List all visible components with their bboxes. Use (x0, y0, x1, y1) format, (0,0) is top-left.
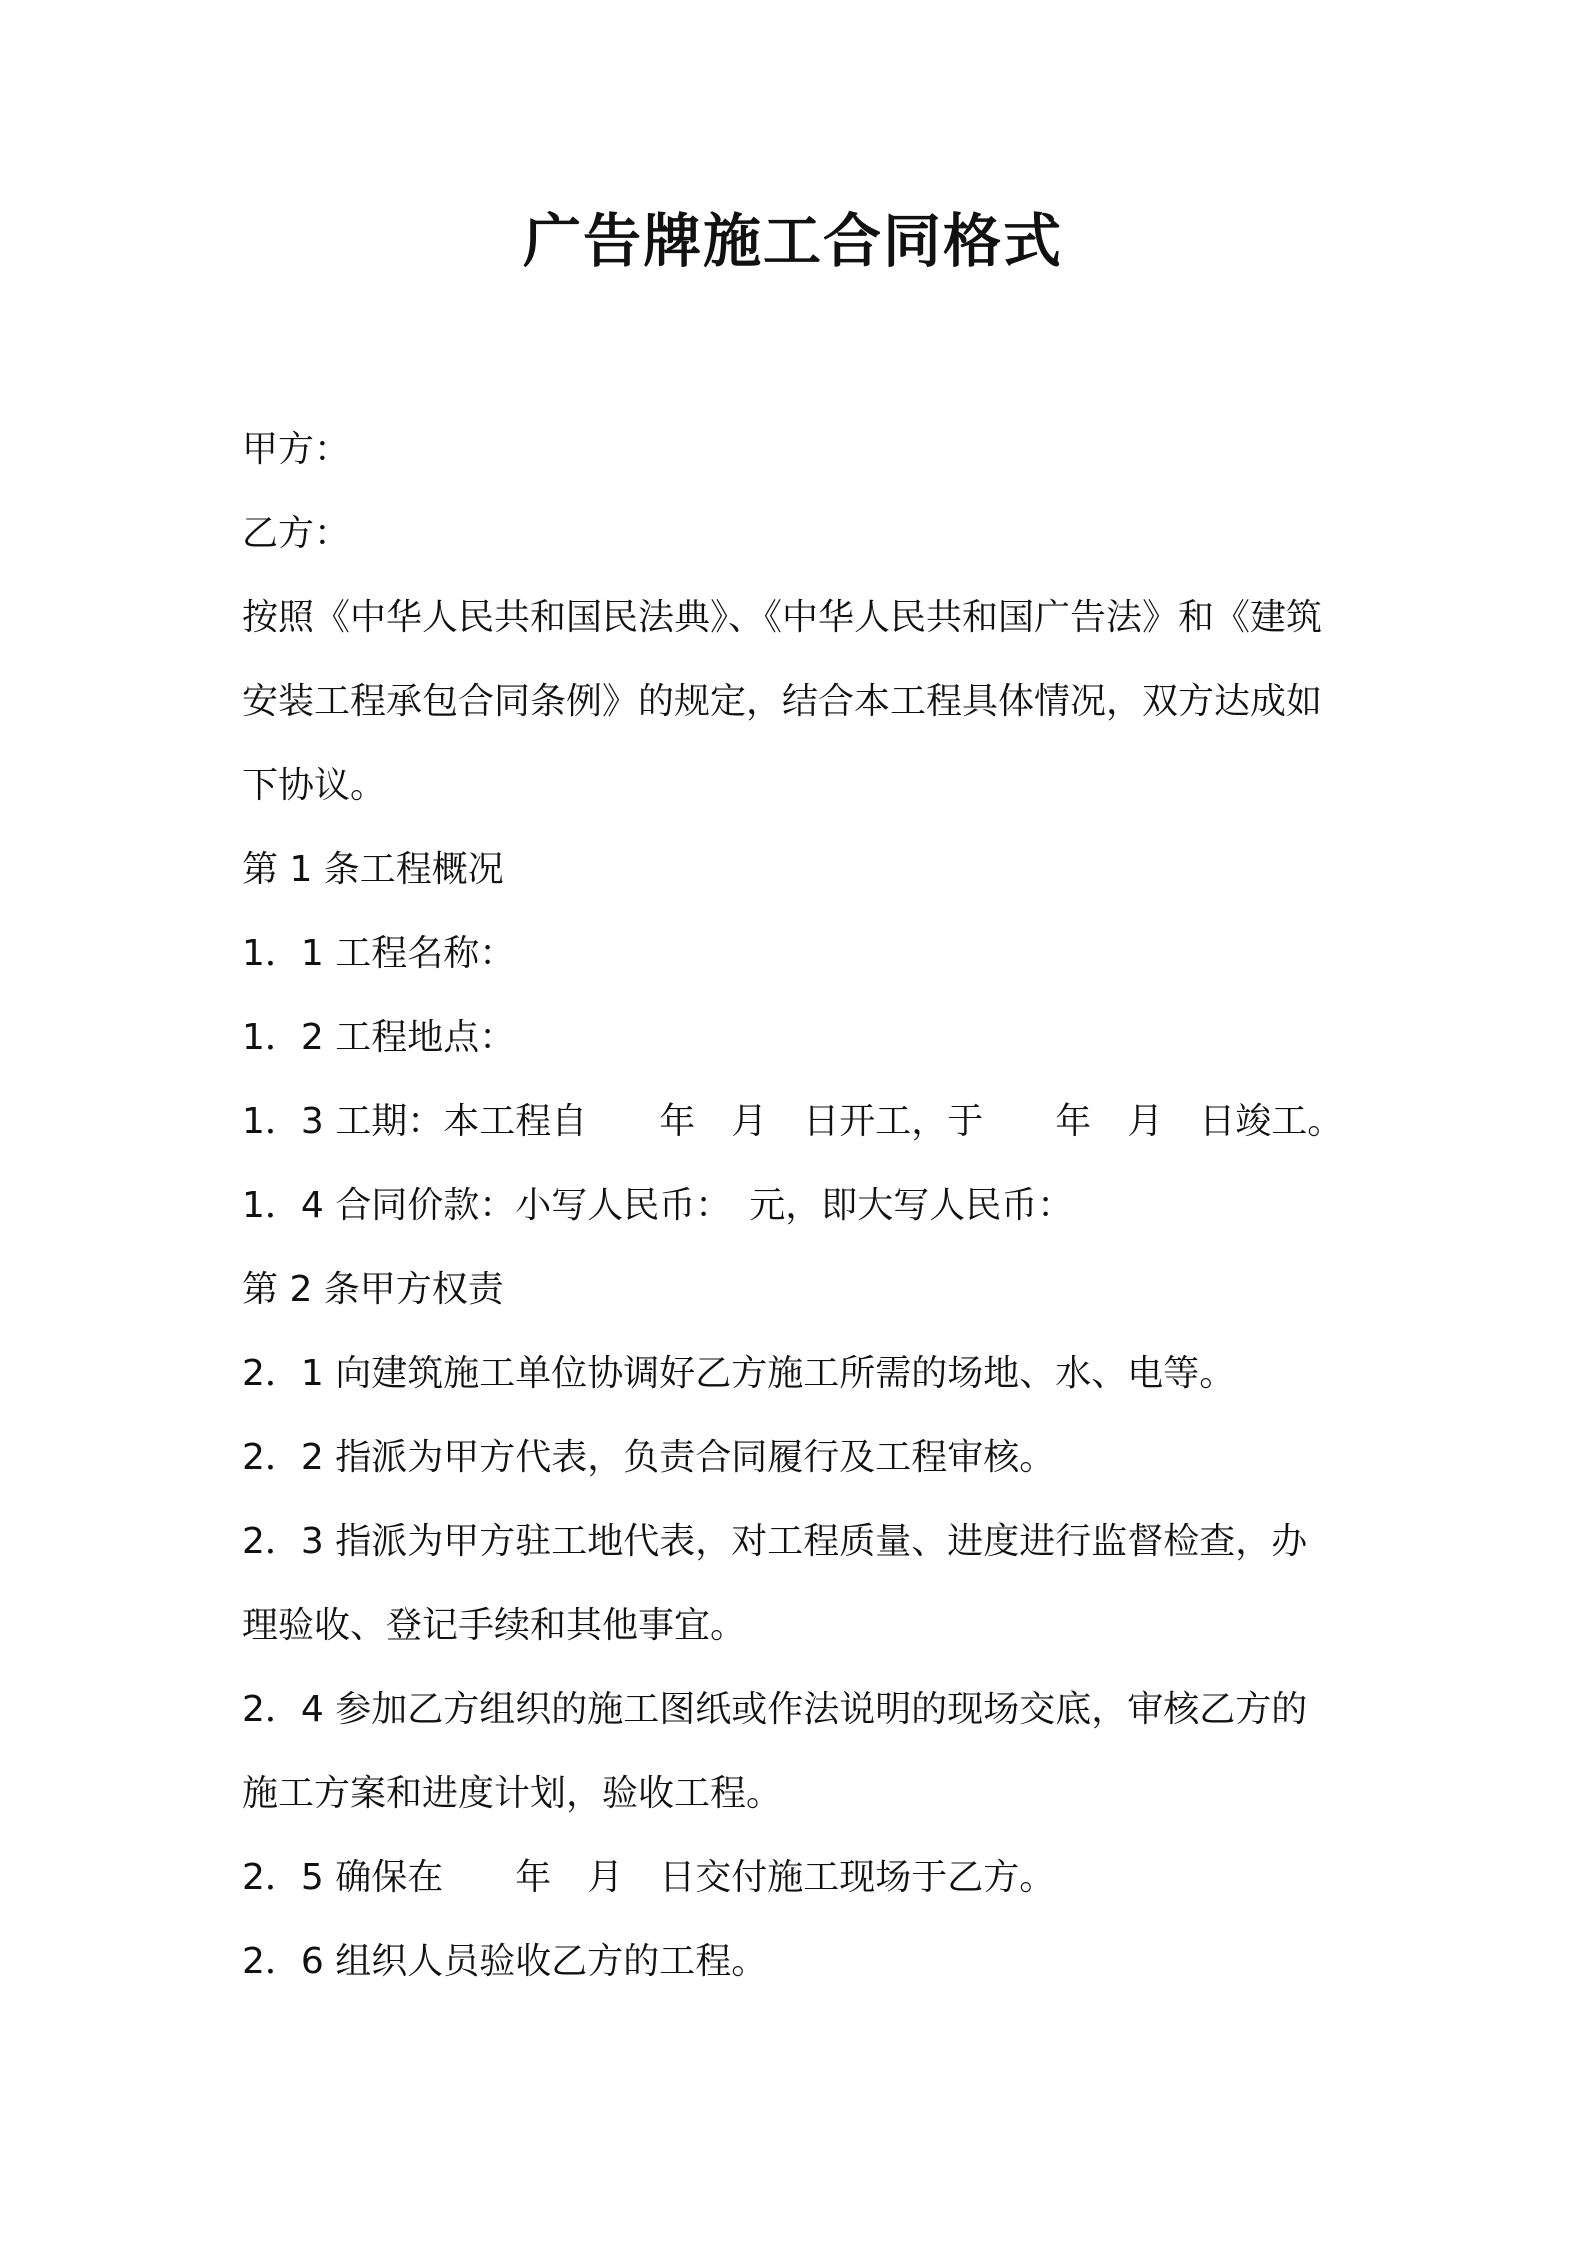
clause-2-3-line-2: 理验收、登记手续和其他事宜。 (242, 1605, 747, 1646)
clause-2-4-line-2: 施工方案和进度计划，验收工程。 (242, 1773, 783, 1814)
clause-1-3: 1．3 工期：本工程自 年 月 日开工，于 年 月 日竣工。 (242, 1101, 1344, 1142)
clause-1-2: 1．2 工程地点： (242, 1017, 516, 1058)
clause-1-1: 1．1 工程名称： (242, 933, 516, 974)
clause-2-3-line-1: 2．3 指派为甲方驻工地代表，对工程质量、进度进行监督检查，办 (242, 1521, 1308, 1562)
clause-2-5: 2．5 确保在 年 月 日交付施工现场于乙方。 (242, 1857, 1056, 1898)
clause-2-2: 2．2 指派为甲方代表，负责合同履行及工程审核。 (242, 1437, 1056, 1478)
clause-2-6: 2．6 组织人员验收乙方的工程。 (242, 1941, 768, 1982)
preamble-line-1: 按照《中华人民共和国民法典》、《中华人民共和国广告法》和《建筑 (242, 597, 1323, 638)
preamble-line-3: 下协议。 (242, 765, 387, 806)
document-body (242, 408, 1362, 2004)
clause-2-1: 2．1 向建筑施工单位协调好乙方施工所需的场地、水、电等。 (242, 1353, 1236, 1394)
document-title: 广告牌施工合同格式 (522, 207, 1063, 275)
article-2-heading: 第 2 条甲方权责 (242, 1269, 504, 1310)
clause-2-4-line-1: 2．4 参加乙方组织的施工图纸或作法说明的现场交底，审核乙方的 (242, 1689, 1308, 1730)
preamble-line-2: 安装工程承包合同条例》的规定，结合本工程具体情况，双方达成如 (242, 681, 1323, 722)
party-a-line: 甲方： (242, 429, 351, 470)
party-b-line: 乙方： (242, 513, 351, 554)
article-1-heading: 第 1 条工程概况 (242, 849, 504, 890)
clause-1-4: 1．4 合同价款：小写人民币： 元，即大写人民币： (242, 1185, 1074, 1226)
